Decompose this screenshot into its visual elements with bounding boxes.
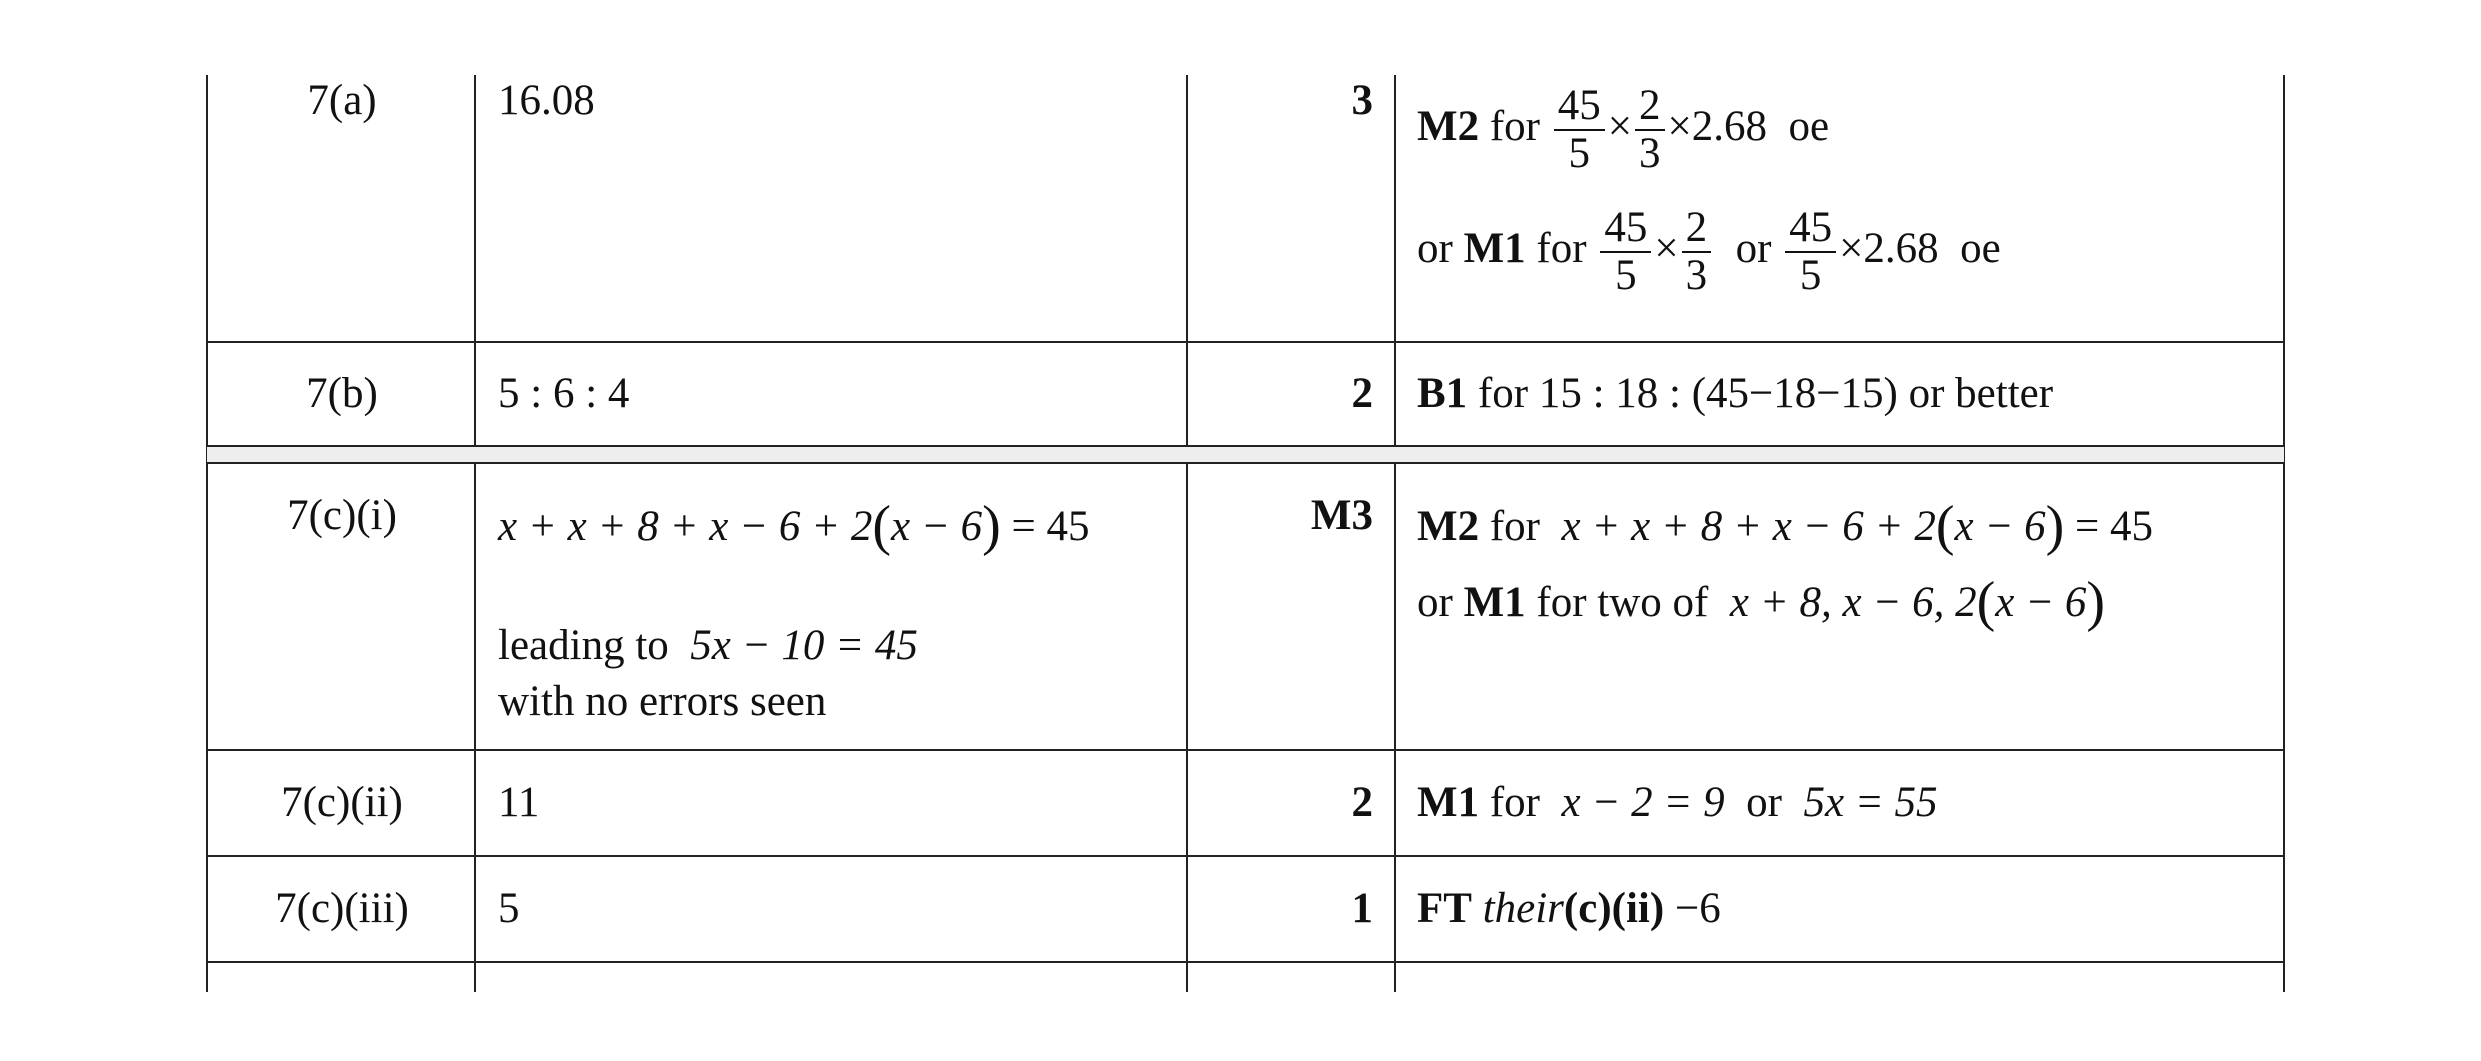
fraction: $\frac{2}{3}$: [1682, 205, 1712, 299]
mark-code: FT: [1417, 885, 1472, 932]
guidance-line: or M1 for two of x + 8, x − 6, 2(x − 6): [1417, 571, 2106, 633]
answer: 5 : 6 : 4: [498, 370, 630, 417]
answer-line: with no errors seen: [498, 678, 827, 725]
mark-code: B1: [1417, 370, 1468, 417]
guidance-line: B1 for 15 : 18 : (45−18−15) or better: [1417, 370, 2054, 417]
row-divider: [207, 961, 2284, 963]
question-number: 7(a): [307, 77, 377, 124]
mark-code: M1: [1463, 579, 1526, 626]
answer: 16.08: [498, 77, 595, 124]
marks: 3: [1351, 77, 1373, 124]
mark-code: M2: [1417, 102, 1480, 150]
answer-equation: x + x + 8 + x − 6 + 2(x − 6) = 45: [498, 495, 1090, 557]
marks: M3: [1310, 492, 1373, 539]
guidance-line: M2 for $\frac{45}{5}$ × $\frac{2}{3}$ ×2.68 oe: [1417, 82, 1830, 177]
row-divider: [207, 341, 2284, 343]
fraction: $\frac{45}{5}$: [1785, 205, 1836, 299]
fraction: $\frac{2}{3}$: [1635, 83, 1665, 177]
row-divider: [207, 445, 2284, 447]
mark-code: M1: [1417, 779, 1480, 826]
row-divider: [207, 749, 2284, 751]
marks: 1: [1351, 885, 1373, 932]
marks: 2: [1351, 370, 1373, 417]
question-number: 7(c)(ii): [281, 779, 403, 826]
question-number: 7(c)(iii): [275, 885, 409, 932]
question-number: 7(c)(i): [287, 492, 397, 539]
answer: 11: [498, 779, 540, 826]
answer: 5: [498, 885, 520, 932]
row-separator-band: [207, 446, 2284, 462]
row-divider: [207, 855, 2284, 857]
fraction: $\frac{45}{5}$: [1554, 83, 1605, 177]
guidance-line: M2 for x + x + 8 + x − 6 + 2(x − 6) = 45: [1417, 495, 2154, 557]
guidance-line: M1 for x − 2 = 9 or 5x = 55: [1417, 779, 1938, 826]
row-divider: [207, 462, 2284, 464]
answer-line: leading to 5x − 10 = 45: [498, 622, 918, 669]
question-number: 7(b): [306, 370, 378, 417]
guidance-line: or M1 for $\frac{45}{5}$ × $\frac{2}{3}$ or $\frac{45}{5}$ ×2.68 oe: [1417, 204, 2001, 299]
mark-code: M1: [1463, 224, 1526, 272]
fraction: $\frac{45}{5}$: [1600, 205, 1651, 299]
guidance-line: FT their(c)(ii) −6: [1417, 885, 1721, 932]
marks: 2: [1351, 779, 1373, 826]
mark-code: M2: [1417, 503, 1480, 550]
